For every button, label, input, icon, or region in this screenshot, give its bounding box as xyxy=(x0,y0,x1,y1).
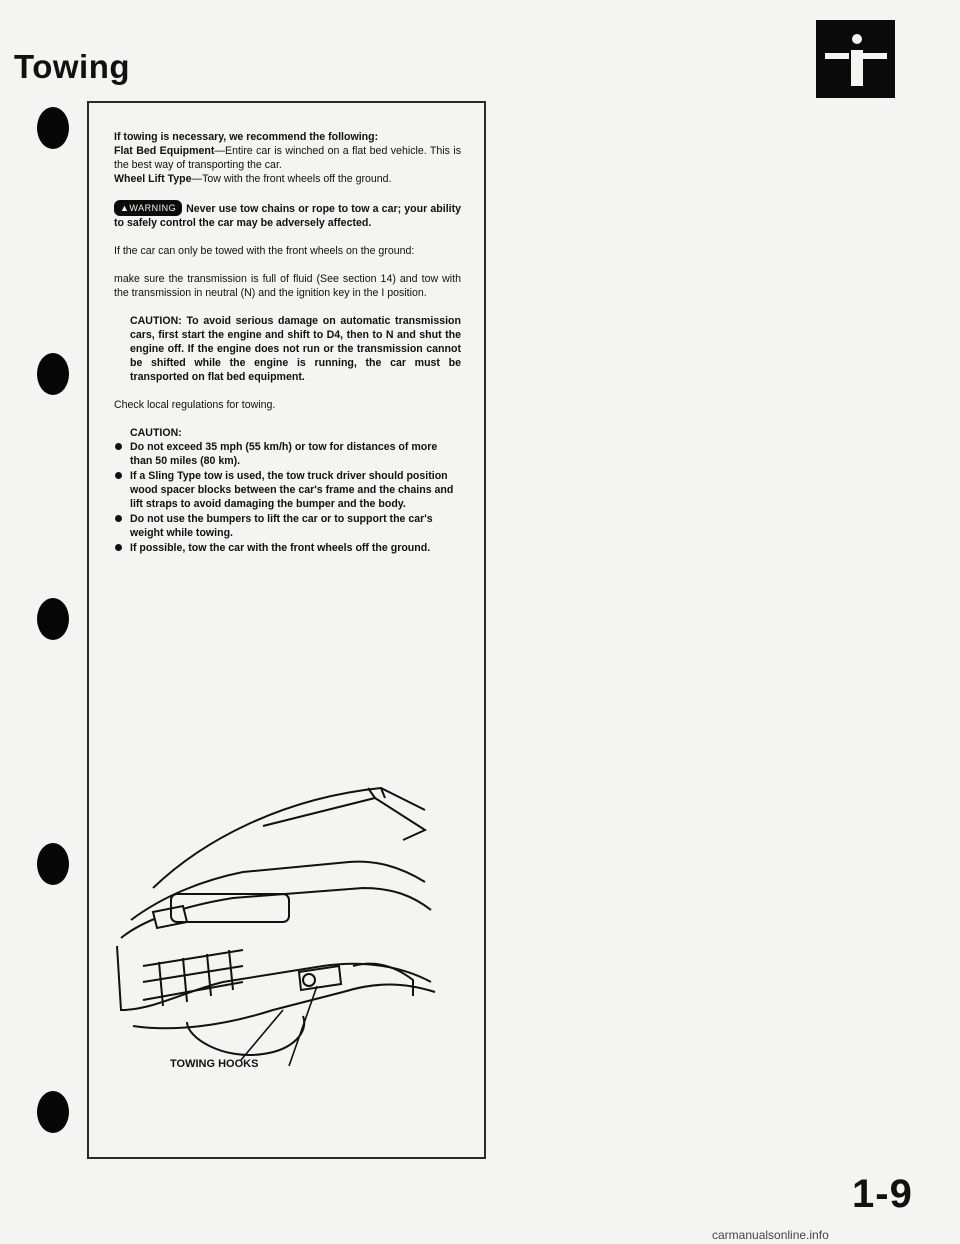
binder-hole-icon xyxy=(37,353,69,395)
caution-2-label: CAUTION: xyxy=(130,427,182,439)
caution-1-label: CAUTION: xyxy=(130,315,182,327)
info-icon-arm-left xyxy=(825,53,849,59)
flat-bed-term: Flat Bed Equipment xyxy=(114,145,215,157)
section-tab-info-icon xyxy=(816,20,895,98)
list-item: If a Sling Type tow is used, the tow truck driver should position wood spacer blocks between the car's frame and the chains and lift straps to avoid damaging the bumper and the body. xyxy=(114,469,461,511)
car-front-towing-hooks-illustration xyxy=(113,770,453,1070)
warning-badge xyxy=(114,200,182,216)
warning-triangle-icon: ▲ xyxy=(120,203,130,213)
intro-lead: If towing is necessary, we recommend the following: xyxy=(114,131,379,143)
binder-hole-icon xyxy=(37,598,69,640)
flat-bed-text: —Entire car is winched on a flat bed vehicle. This is the best way of transporting the car. xyxy=(114,145,461,171)
warning-paragraph xyxy=(114,200,461,230)
intro-paragraph xyxy=(114,130,461,186)
caution-1-text: To avoid serious damage on automatic transmission cars, first start the engine and shift to D4, then to N and shut the engine off. If the engine does not run or the transmission cannot be shifted while the engine is running, the car must be transported on flat bed equipment. xyxy=(130,315,461,383)
bullet-icon xyxy=(115,544,122,551)
list-item: Do not exceed 35 mph (55 km/h) or tow for distances of more than 50 miles (80 km). xyxy=(114,440,461,468)
warning-badge-label: WARNING xyxy=(129,203,177,213)
front-wheels-condition: If the car can only be towed with the front wheels on the ground: xyxy=(114,245,415,257)
page-title: Towing xyxy=(14,48,131,85)
list-item: Do not use the bumpers to lift the car or to support the car's weight while towing. xyxy=(114,512,461,540)
towing-hooks-callout: TOWING HOOKS xyxy=(170,1058,259,1070)
regulations-note: Check local regulations for towing. xyxy=(114,399,276,411)
caution-1-paragraph xyxy=(114,314,461,384)
watermark: carmanualsonline.info xyxy=(712,1228,829,1242)
binder-hole-icon xyxy=(37,1091,69,1133)
bullet-icon xyxy=(115,443,122,450)
content-body xyxy=(114,130,461,556)
info-icon-bar xyxy=(851,50,863,86)
warning-text: Never use tow chains or rope to tow a car; your ability to safely control the car may be adversely affected. xyxy=(114,203,461,229)
wheel-lift-term: Wheel Lift Type xyxy=(114,173,192,185)
binder-hole-icon xyxy=(37,843,69,885)
front-wheels-instruction: make sure the transmission is full of fluid (See section 14) and tow with the transmission in neutral (N) and the ignition key in the I position. xyxy=(114,273,461,299)
info-icon-arm-right xyxy=(863,53,887,59)
caution-2-block xyxy=(114,426,461,555)
page-number: 1-9 xyxy=(852,1172,913,1216)
binder-hole-icon xyxy=(37,107,69,149)
caution-2-list xyxy=(114,440,461,555)
bullet-icon xyxy=(115,515,122,522)
info-icon-dot xyxy=(852,34,862,44)
bullet-icon xyxy=(115,472,122,479)
list-item: If possible, tow the car with the front wheels off the ground. xyxy=(114,541,461,555)
wheel-lift-text: —Tow with the front wheels off the ground. xyxy=(191,173,392,185)
